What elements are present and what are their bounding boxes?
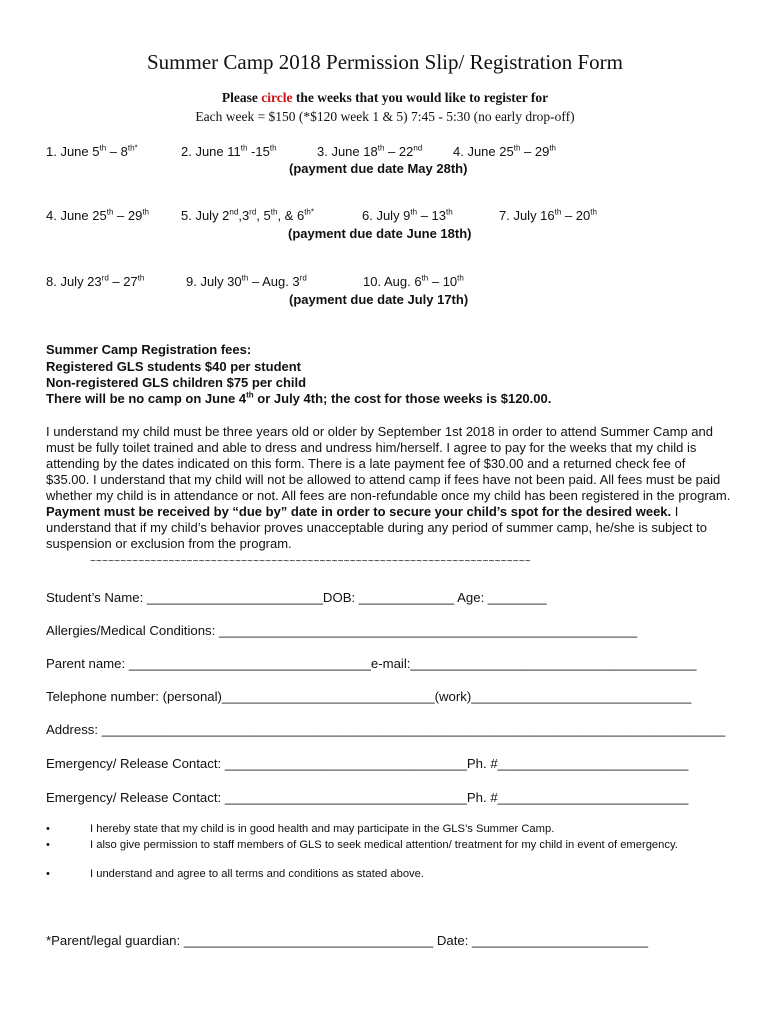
- week-9-sup-1: th: [241, 273, 249, 283]
- week-8-start: 8. July 23: [46, 274, 102, 289]
- week-6-end: – 13: [417, 208, 447, 223]
- week-1-sup-2: th*: [127, 143, 138, 153]
- week-4b-sup-2: th: [142, 207, 149, 217]
- week-3-end: – 22: [384, 144, 414, 159]
- week-5-sup-1: nd: [229, 207, 239, 217]
- week-9-start: 9. July 30: [186, 274, 242, 289]
- terms-paragraph: [46, 424, 731, 552]
- week-10-end: – 10: [428, 274, 458, 289]
- week-6-sup-1: th: [410, 207, 418, 217]
- payment-due-2: (payment due date June 18th): [288, 226, 472, 241]
- week-5-part-d: , & 6: [277, 208, 305, 223]
- week-option-8[interactable]: [46, 274, 144, 289]
- no-camp-part-a: There will be no camp on June 4: [46, 391, 247, 406]
- week-row-3: [0, 274, 770, 294]
- week-9-sup-2: rd: [299, 273, 307, 283]
- week-1-sup-1: th: [99, 143, 107, 153]
- week-7-sup-1: th: [554, 207, 562, 217]
- fees-heading: Summer Camp Registration fees:: [46, 342, 252, 357]
- bullet: •: [46, 868, 50, 880]
- week-2-sup-2: th: [269, 143, 277, 153]
- week-2-sup-1: th: [240, 143, 248, 153]
- consent-statements: [46, 822, 726, 882]
- week-1-end: – 8: [106, 144, 128, 159]
- instruction-post: the weeks that you would like to register for: [292, 90, 549, 105]
- week-5-sup-3: th: [270, 207, 278, 217]
- statement-1-text: I hereby state that my child is in good health and may participate in the GLS’s Summer Camp.: [90, 823, 555, 835]
- week-row-2: [0, 208, 770, 228]
- week-10-start: 10. Aug. 6: [363, 274, 422, 289]
- week-8-end: – 27: [108, 274, 138, 289]
- week-5-sup-2: rd: [249, 207, 257, 217]
- week-3-sup-1: th: [377, 143, 385, 153]
- no-camp-sup: th: [246, 390, 254, 400]
- emergency-contact-2-field[interactable]: Emergency/ Release Contact: _________________________________Ph. #__________________________: [46, 790, 689, 805]
- guardian-signature-field[interactable]: *Parent/legal guardian: __________________________________ Date: ________________________: [46, 933, 649, 948]
- emergency-contact-1-field[interactable]: Emergency/ Release Contact: _________________________________Ph. #__________________________: [46, 756, 689, 771]
- terms-text-1: I understand my child must be three years old or older by September 1st 2018 in order to attend Summer Camp and must be fully toilet trained and able to dress and undress him/herself. I agree to pay for the weeks that my child is attending by the dates indicated on this form. There is a late payment fee of $30.00 and a returned check fee of $35.00. I understand that my child will not be allowed to attend camp if fees have not been paid. All fees must be paid whether my child is in attendance or not. All fees are non-refundable once my child has been registered in the program.: [46, 424, 731, 503]
- week-option-1[interactable]: [46, 144, 138, 159]
- week-4b-start: 4. June 25: [46, 208, 107, 223]
- week-4-end: – 29: [520, 144, 550, 159]
- statement-3-text: I understand and agree to all terms and conditions as stated above.: [90, 868, 424, 880]
- week-6-start: 6. July 9: [362, 208, 411, 223]
- week-3-start: 3. June 18: [317, 144, 378, 159]
- week-option-9[interactable]: [186, 274, 307, 289]
- instruction-pre: Please: [221, 90, 262, 105]
- statement-2-text: I also give permission to staff members of GLS to seek medical attention/ treatment for my child in event of emergency.: [90, 839, 678, 851]
- fees-nonregistered: Non-registered GLS children $75 per child: [46, 375, 307, 390]
- week-9-end: – Aug. 3: [248, 274, 300, 289]
- bullet: •: [46, 823, 50, 835]
- terms-bold: Payment must be received by “due by” date in order to secure your child’s spot for the desired week.: [46, 504, 672, 519]
- week-5-part-a: 5. July 2: [181, 208, 230, 223]
- parent-email-field[interactable]: Parent name: _________________________________e-mail:_______________________________________: [46, 656, 697, 671]
- allergies-field[interactable]: Allergies/Medical Conditions: _________________________________________________________: [46, 623, 638, 638]
- week-7-sup-2: th: [590, 207, 597, 217]
- week-10-sup-2: th: [457, 273, 464, 283]
- week-1-start: 1. June 5: [46, 144, 100, 159]
- form-instruction: [0, 90, 770, 106]
- week-5-part-c: , 5: [256, 208, 271, 223]
- week-8-sup-1: rd: [101, 273, 109, 283]
- fees-no-camp-note: [46, 391, 551, 406]
- week-8-sup-2: th: [137, 273, 145, 283]
- week-4-sup-2: th: [549, 143, 556, 153]
- week-4b-sup-1: th: [106, 207, 114, 217]
- no-camp-part-b: or July 4th; the cost for those weeks is $120.00.: [253, 391, 552, 406]
- week-2-start: 2. June 11: [181, 144, 241, 159]
- payment-due-3: (payment due date July 17th): [289, 292, 469, 307]
- student-info-field[interactable]: Student’s Name: ________________________DOB: _____________ Age: ________: [46, 590, 547, 605]
- week-option-10[interactable]: [363, 274, 464, 289]
- tilde-divider: ~~~~~~~~~~~~~~~~~~~~~~~~~~~~~~~~~~~~~~~~~~~~~~~~~~~~~~~~~~~~~~~~~~~~~~~~~: [90, 556, 531, 567]
- telephone-field[interactable]: Telephone number: (personal)_____________________________(work)______________________________: [46, 689, 692, 704]
- week-4-sup-1: th: [513, 143, 521, 153]
- payment-due-1: (payment due date May 28th): [289, 161, 468, 176]
- form-title: Summer Camp 2018 Permission Slip/ Registration Form: [146, 50, 623, 74]
- week-10-sup-1: th: [421, 273, 429, 283]
- bullet: •: [46, 839, 50, 851]
- instruction-highlight: circle: [261, 90, 293, 105]
- week-4-start: 4. June 25: [453, 144, 514, 159]
- fees-registered: Registered GLS students $40 per student: [46, 359, 302, 374]
- week-5-part-b: ,3: [238, 208, 250, 223]
- week-3-sup-2: nd: [413, 143, 423, 153]
- pricing-line: Each week = $150 (*$120 week 1 & 5) 7:45 - 5:30 (no early drop-off): [195, 109, 575, 124]
- week-option-4b[interactable]: [46, 208, 149, 223]
- week-option-5[interactable]: [181, 208, 314, 223]
- week-7-end: – 20: [561, 208, 591, 223]
- terms-text-2: I understand that if my child’s behavior proves unacceptable during any period of summer camp, he/she is subject to suspension or exclusion from the program.: [46, 504, 707, 551]
- week-option-3[interactable]: [317, 144, 422, 159]
- week-option-7[interactable]: [499, 208, 597, 223]
- week-option-2[interactable]: [181, 144, 277, 159]
- week-7-start: 7. July 16: [499, 208, 555, 223]
- address-field[interactable]: Address: _____________________________________________________________________________________: [46, 722, 726, 737]
- week-4b-end: – 29: [113, 208, 143, 223]
- week-5-sup-4: th*: [304, 207, 314, 217]
- week-2-end: -15: [247, 144, 270, 159]
- week-option-6[interactable]: [362, 208, 453, 223]
- week-option-4[interactable]: [453, 144, 556, 159]
- week-6-sup-2: th: [446, 207, 453, 217]
